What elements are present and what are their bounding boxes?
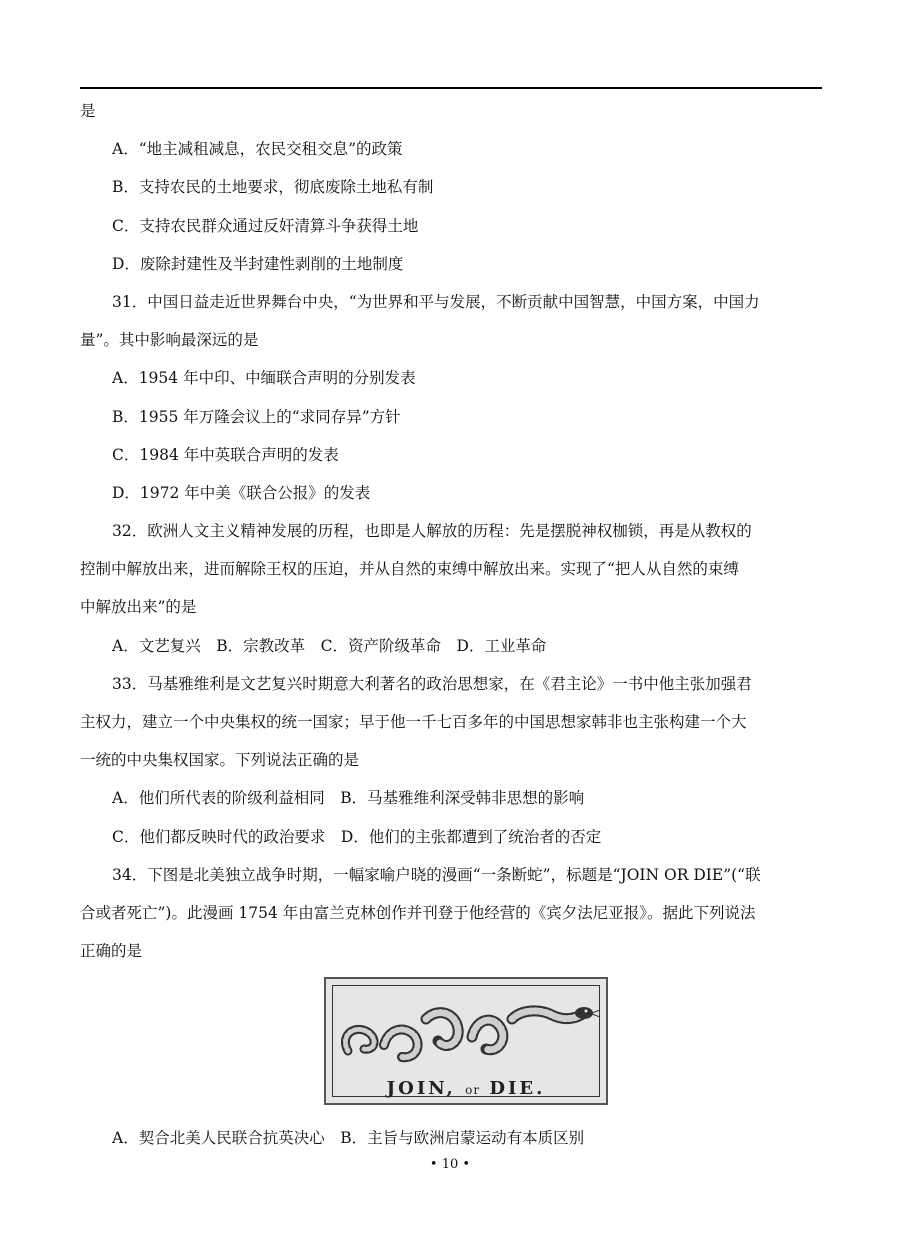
text-line: 一统的中央集权国家。下列说法正确的是 xyxy=(80,751,360,770)
text-line: A．文艺复兴 B．宗教改革 C．资产阶级革命 D．工业革命 xyxy=(112,636,547,655)
text-line: 正确的是 xyxy=(80,942,143,961)
text-line: 32．欧洲人文主义精神发展的历程，也即是人解放的历程：先是摆脱神权枷锁，再是从教权的 xyxy=(112,522,752,541)
option-line-34ab: A．契合北美人民联合抗英决心 B．主旨与欧洲启蒙运动有本质区别 xyxy=(112,1129,585,1147)
text-line: 中解放出来”的是 xyxy=(80,598,197,617)
text-line: 34．下图是北美独立战争时期，一幅家喻户晓的漫画“一条断蛇”，标题是“JOIN OR DIE”(“联 xyxy=(112,865,761,884)
cartoon-caption xyxy=(326,1078,606,1099)
join-or-die-cartoon xyxy=(324,977,608,1105)
text-line: C．1984 年中英联合声明的发表 xyxy=(112,445,339,464)
text-line: A．1954 年中印、中缅联合声明的分别发表 xyxy=(112,369,416,388)
text-line: B．支持农民的土地要求，彻底废除土地私有制 xyxy=(112,178,434,197)
page-number: • 10 • xyxy=(429,1157,471,1172)
caption-join: JOIN, xyxy=(386,1078,456,1099)
text-line: C．他们都反映时代的政治要求 D．他们的主张都遭到了统治者的否定 xyxy=(112,827,602,846)
snake-drawing xyxy=(326,979,606,1079)
text-line: 控制中解放出来，进而解除王权的压迫，并从自然的束缚中解放出来。实现了“把人从自然的束缚 xyxy=(80,560,739,579)
text-line: 33．马基雅维利是文艺复兴时期意大利著名的政治思想家，在《君主论》一书中他主张加强君 xyxy=(112,674,752,693)
text-line: B．1955 年万隆会议上的“求同存异”方针 xyxy=(112,407,401,426)
caption-die: DIE. xyxy=(489,1078,546,1099)
text-line: D．废除封建性及半封建性剥削的土地制度 xyxy=(112,254,404,273)
text-line: A．他们所代表的阶级利益相同 B．马基雅维利深受韩非思想的影响 xyxy=(112,789,585,808)
text-line: C．支持农民群众通过反奸清算斗争获得土地 xyxy=(112,216,419,235)
text-line: A．“地主减租减息，农民交租交息”的政策 xyxy=(112,140,403,159)
text-line: 主权力，建立一个中央集权的统一国家；早于他一千七百多年的中国思想家韩非也主张构建一个大 xyxy=(80,713,747,731)
text-line: 是 xyxy=(80,102,96,120)
text-line: D．1972 年中美《联合公报》的发表 xyxy=(112,483,371,502)
question-text xyxy=(80,92,822,970)
top-rule xyxy=(80,87,822,89)
text-line: 合或者死亡”)。此漫画 1754 年由富兰克林创作并刊登于他经营的《宾夕法尼亚报》。据此下列说法 xyxy=(80,903,756,922)
text-line: 量”。其中影响最深远的是 xyxy=(80,331,259,350)
caption-or: or xyxy=(465,1083,481,1097)
text-line: 31．中国日益走近世界舞台中央，“为世界和平与发展，不断贡献中国智慧，中国方案，中国力 xyxy=(112,292,760,311)
